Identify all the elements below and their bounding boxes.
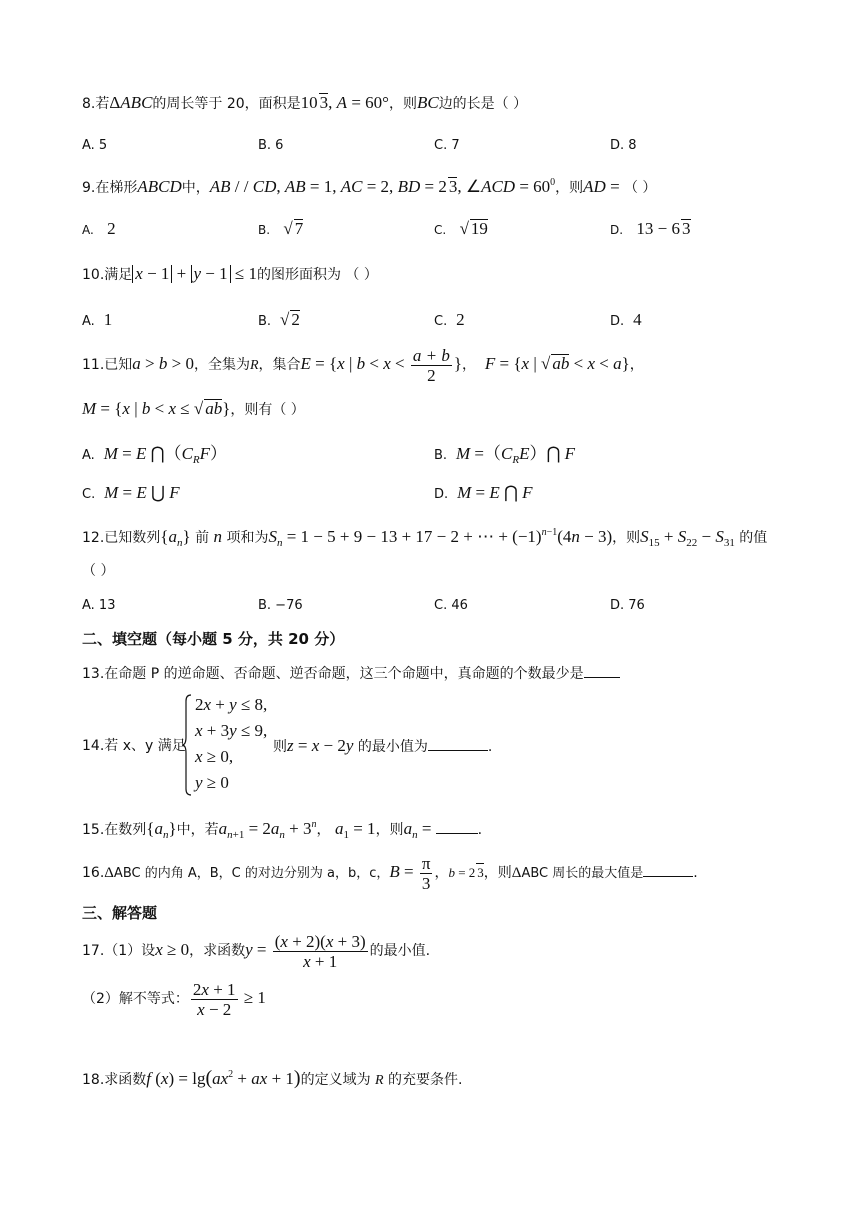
q8-option-c: C. 7 xyxy=(434,138,460,153)
q18-text-3: 的充要条件. xyxy=(388,1072,463,1088)
q9-option-d: D. 13 − 6 3 xyxy=(610,219,691,238)
q15-text-4: ，则 xyxy=(375,822,404,838)
q10-option-c: C. 2 xyxy=(434,310,465,329)
question-10: 10.满足 x − 1 + y − 1 ≤ 1的图形面积为 （ ） xyxy=(82,264,378,283)
q9-text-2: 中， xyxy=(181,180,210,196)
left-brace-icon xyxy=(181,693,193,797)
q9-number: 9. xyxy=(82,180,96,196)
q18-number: 18. xyxy=(82,1072,105,1088)
section-3-heading: 三、解答题 xyxy=(82,904,158,922)
q10-text-2: 的图形面积为 （ ） xyxy=(256,267,378,283)
fraction-function: $\frac{(x + 2)(x + 3)}{x + 1}$ xyxy=(274,931,366,971)
q17-text-1: （1）设 xyxy=(104,943,156,959)
question-9: 9.在梯形ABCD中，AB / / CD, AB = 1, AC = 2, BD = 2 3, ∠ACD = $60^0$，则AD = （ ） xyxy=(82,177,657,196)
q10-option-a: A. 1 xyxy=(82,310,113,329)
question-18: 18.求函数f $(x) = \lg(ax^2$ + ax + 1)的定义域为 R 的充要条件. xyxy=(82,1067,463,1089)
q9-option-c: C. √ 19 xyxy=(434,219,488,238)
q16-text-4: ABC 周长的最大值是 xyxy=(521,866,644,881)
q12-option-a: A. 13 xyxy=(82,598,116,613)
q12-number: 12. xyxy=(82,530,105,546)
q12-text-1: 已知数列 xyxy=(104,530,161,546)
question-14-tail: 则z = x − 2y 的最小值为 . xyxy=(273,736,493,755)
q12-answer-paren: （ ） xyxy=(82,563,115,579)
q11-text-3: ，集合 xyxy=(258,357,301,373)
q17-text-2: ，求函数 xyxy=(189,943,246,959)
q11-option-d: D. M = E ⋂ F xyxy=(434,483,533,502)
question-17-part-1: 17.（1）设x ≥ 0，求函数y = $\frac{(x + 2)(x + 3)}{x + 1}$ 的最小值. xyxy=(82,931,431,971)
q8-option-a: A. 5 xyxy=(82,138,108,153)
q12-text-3: 项和为 xyxy=(226,530,269,546)
q18-text-1: 求函数 xyxy=(104,1072,147,1088)
q8-text-2: 的周长等于 20，面积是 xyxy=(152,96,301,112)
question-12: 12.已知数列$\{a_n\}$ 前 n 项和为$S_n = 1 - 5 + 9 - 13 + 17 - 2$ + ⋯ + $(-1)^{n-1}(4n - 3)$，则$S_{15} + S_{22} - S_{31}$ 的值 xyxy=(82,527,768,549)
q8-option-b: B. 6 xyxy=(258,138,284,153)
q13-number: 13. xyxy=(82,666,105,682)
q9-option-a: A. 2 xyxy=(82,219,116,238)
q16-text-5: . xyxy=(693,865,698,881)
q15-text-1: 在数列 xyxy=(104,822,147,838)
q11-text-2: ，全集为 xyxy=(193,357,250,373)
fraction-pi-over-3: $\frac{\pi}{3}$ xyxy=(421,853,431,893)
question-17-part-2: （2）解不等式： $\frac{2x + 1}{x - 2}$ ≥ 1 xyxy=(82,979,266,1019)
q10-option-b: B. √ 2 xyxy=(258,310,300,329)
q12-text-5: 的值 xyxy=(739,530,768,546)
q9-text-1: 在梯形 xyxy=(95,180,138,196)
question-8: 8.若ΔABC的周长等于 20，面积是10 3, A = 60°，则BC边的长是（ ） xyxy=(82,93,528,112)
q15-text-2: 中，若 xyxy=(176,822,219,838)
q17-text-4: （2）解不等式： xyxy=(82,991,189,1007)
q15-answer-blank[interactable] xyxy=(436,819,478,834)
q16-answer-blank[interactable] xyxy=(643,862,693,877)
q8-text-3: ，则 xyxy=(388,96,417,112)
question-11-line-2: M = {x | b < x ≤ √ ab}，则有（ ） xyxy=(82,399,305,418)
question-13 xyxy=(82,663,620,685)
question-15: 15.在数列$\{a_n\}$中，若$a_{n+1} = 2a_n + 3^n$， $a_1 = 1$，则$a_n$ = . xyxy=(82,819,483,841)
q11-text-6: ，则有（ ） xyxy=(230,402,305,418)
q9-text-3: ，则 xyxy=(555,180,584,196)
q15-text-3: ， xyxy=(316,822,331,838)
q17-number: 17. xyxy=(82,943,105,959)
section-2-heading: 二、填空题（每小题 5 分，共 20 分） xyxy=(82,630,345,648)
q11-text-4: ， xyxy=(462,357,476,373)
q12-text-2: 前 xyxy=(195,530,210,546)
q11-number: 11. xyxy=(82,357,105,373)
q12-option-d: D. 76 xyxy=(610,598,645,613)
q11-option-a: A. M = E $⋂(C_RF)$ xyxy=(82,444,228,466)
q8-number: 8. xyxy=(82,96,96,112)
q11-text-5: ， xyxy=(629,357,644,373)
q11-option-b: B. $M =(C_RE)⋂$ F xyxy=(434,444,576,466)
q15-number: 15. xyxy=(82,822,105,838)
sqrt-3: 3 xyxy=(319,93,329,112)
q14-text-4: . xyxy=(487,739,493,755)
q11-text-1: 已知 xyxy=(104,357,133,373)
q16-text-1: ABC 的内角 A，B，C 的对边分别为 a，b，c， xyxy=(113,866,390,881)
q8-option-d: D. 8 xyxy=(610,138,637,153)
q14-number: 14. xyxy=(82,738,105,754)
q14-constraint-system: 2x + y ≤ 8, x + 3y ≤ 9, x ≥ 0, y ≥ 0 xyxy=(181,693,271,797)
question-16: 16.ΔABC 的内角 A，B，C 的对边分别为 a，b，c，B = $\frac{\pi}{3}$ ，b = 2 3，则ΔABC 周长的最大值是 . xyxy=(82,853,698,893)
q12-option-c: C. 46 xyxy=(434,598,468,613)
question-14 xyxy=(82,735,186,757)
q8-text-1: 若 xyxy=(95,96,110,112)
fraction-inequality: $\frac{2x + 1}{x - 2}$ xyxy=(192,979,236,1019)
q13-text: 在命题 P 的逆命题、否命题、逆否命题，这三个命题中，真命题的个数最少是 xyxy=(104,666,584,682)
q10-option-d: D. 4 xyxy=(610,310,642,329)
q14-text-1: 若 x、y 满足 xyxy=(104,738,186,754)
q10-number: 10. xyxy=(82,267,105,283)
q17-text-3: 的最小值. xyxy=(369,943,431,959)
q9-option-b: B. √ 7 xyxy=(258,219,304,238)
q16-number: 16. xyxy=(82,865,105,881)
q8-text-4: 边的长是（ ） xyxy=(438,96,528,112)
question-11: 11.已知a > b > 0，全集为R，集合E = {x | b < x < $\frac{a + b}{2}$ }， F = {x | √ ab < x < a}， xyxy=(82,345,644,385)
q16-text-2: ， xyxy=(434,865,449,881)
q10-text-1: 满足 xyxy=(104,267,133,283)
q14-text-2: 则 xyxy=(273,739,287,755)
q14-answer-blank[interactable] xyxy=(428,736,488,751)
q16-text-3: ，则 xyxy=(483,865,512,881)
q14-text-3: 的最小值为 xyxy=(357,739,428,755)
q12-text-4: ，则 xyxy=(612,530,641,546)
fraction-a-plus-b-over-2: $\frac{a + b}{2}$ xyxy=(412,345,450,385)
q15-text-5: . xyxy=(477,822,483,838)
q11-option-c: C. M = E ⋃ F xyxy=(82,483,180,502)
q12-option-b: B. −76 xyxy=(258,598,303,613)
q18-text-2: 的定义域为 xyxy=(300,1072,371,1088)
q13-answer-blank[interactable] xyxy=(584,663,620,678)
q9-text-4: （ ） xyxy=(623,180,657,196)
